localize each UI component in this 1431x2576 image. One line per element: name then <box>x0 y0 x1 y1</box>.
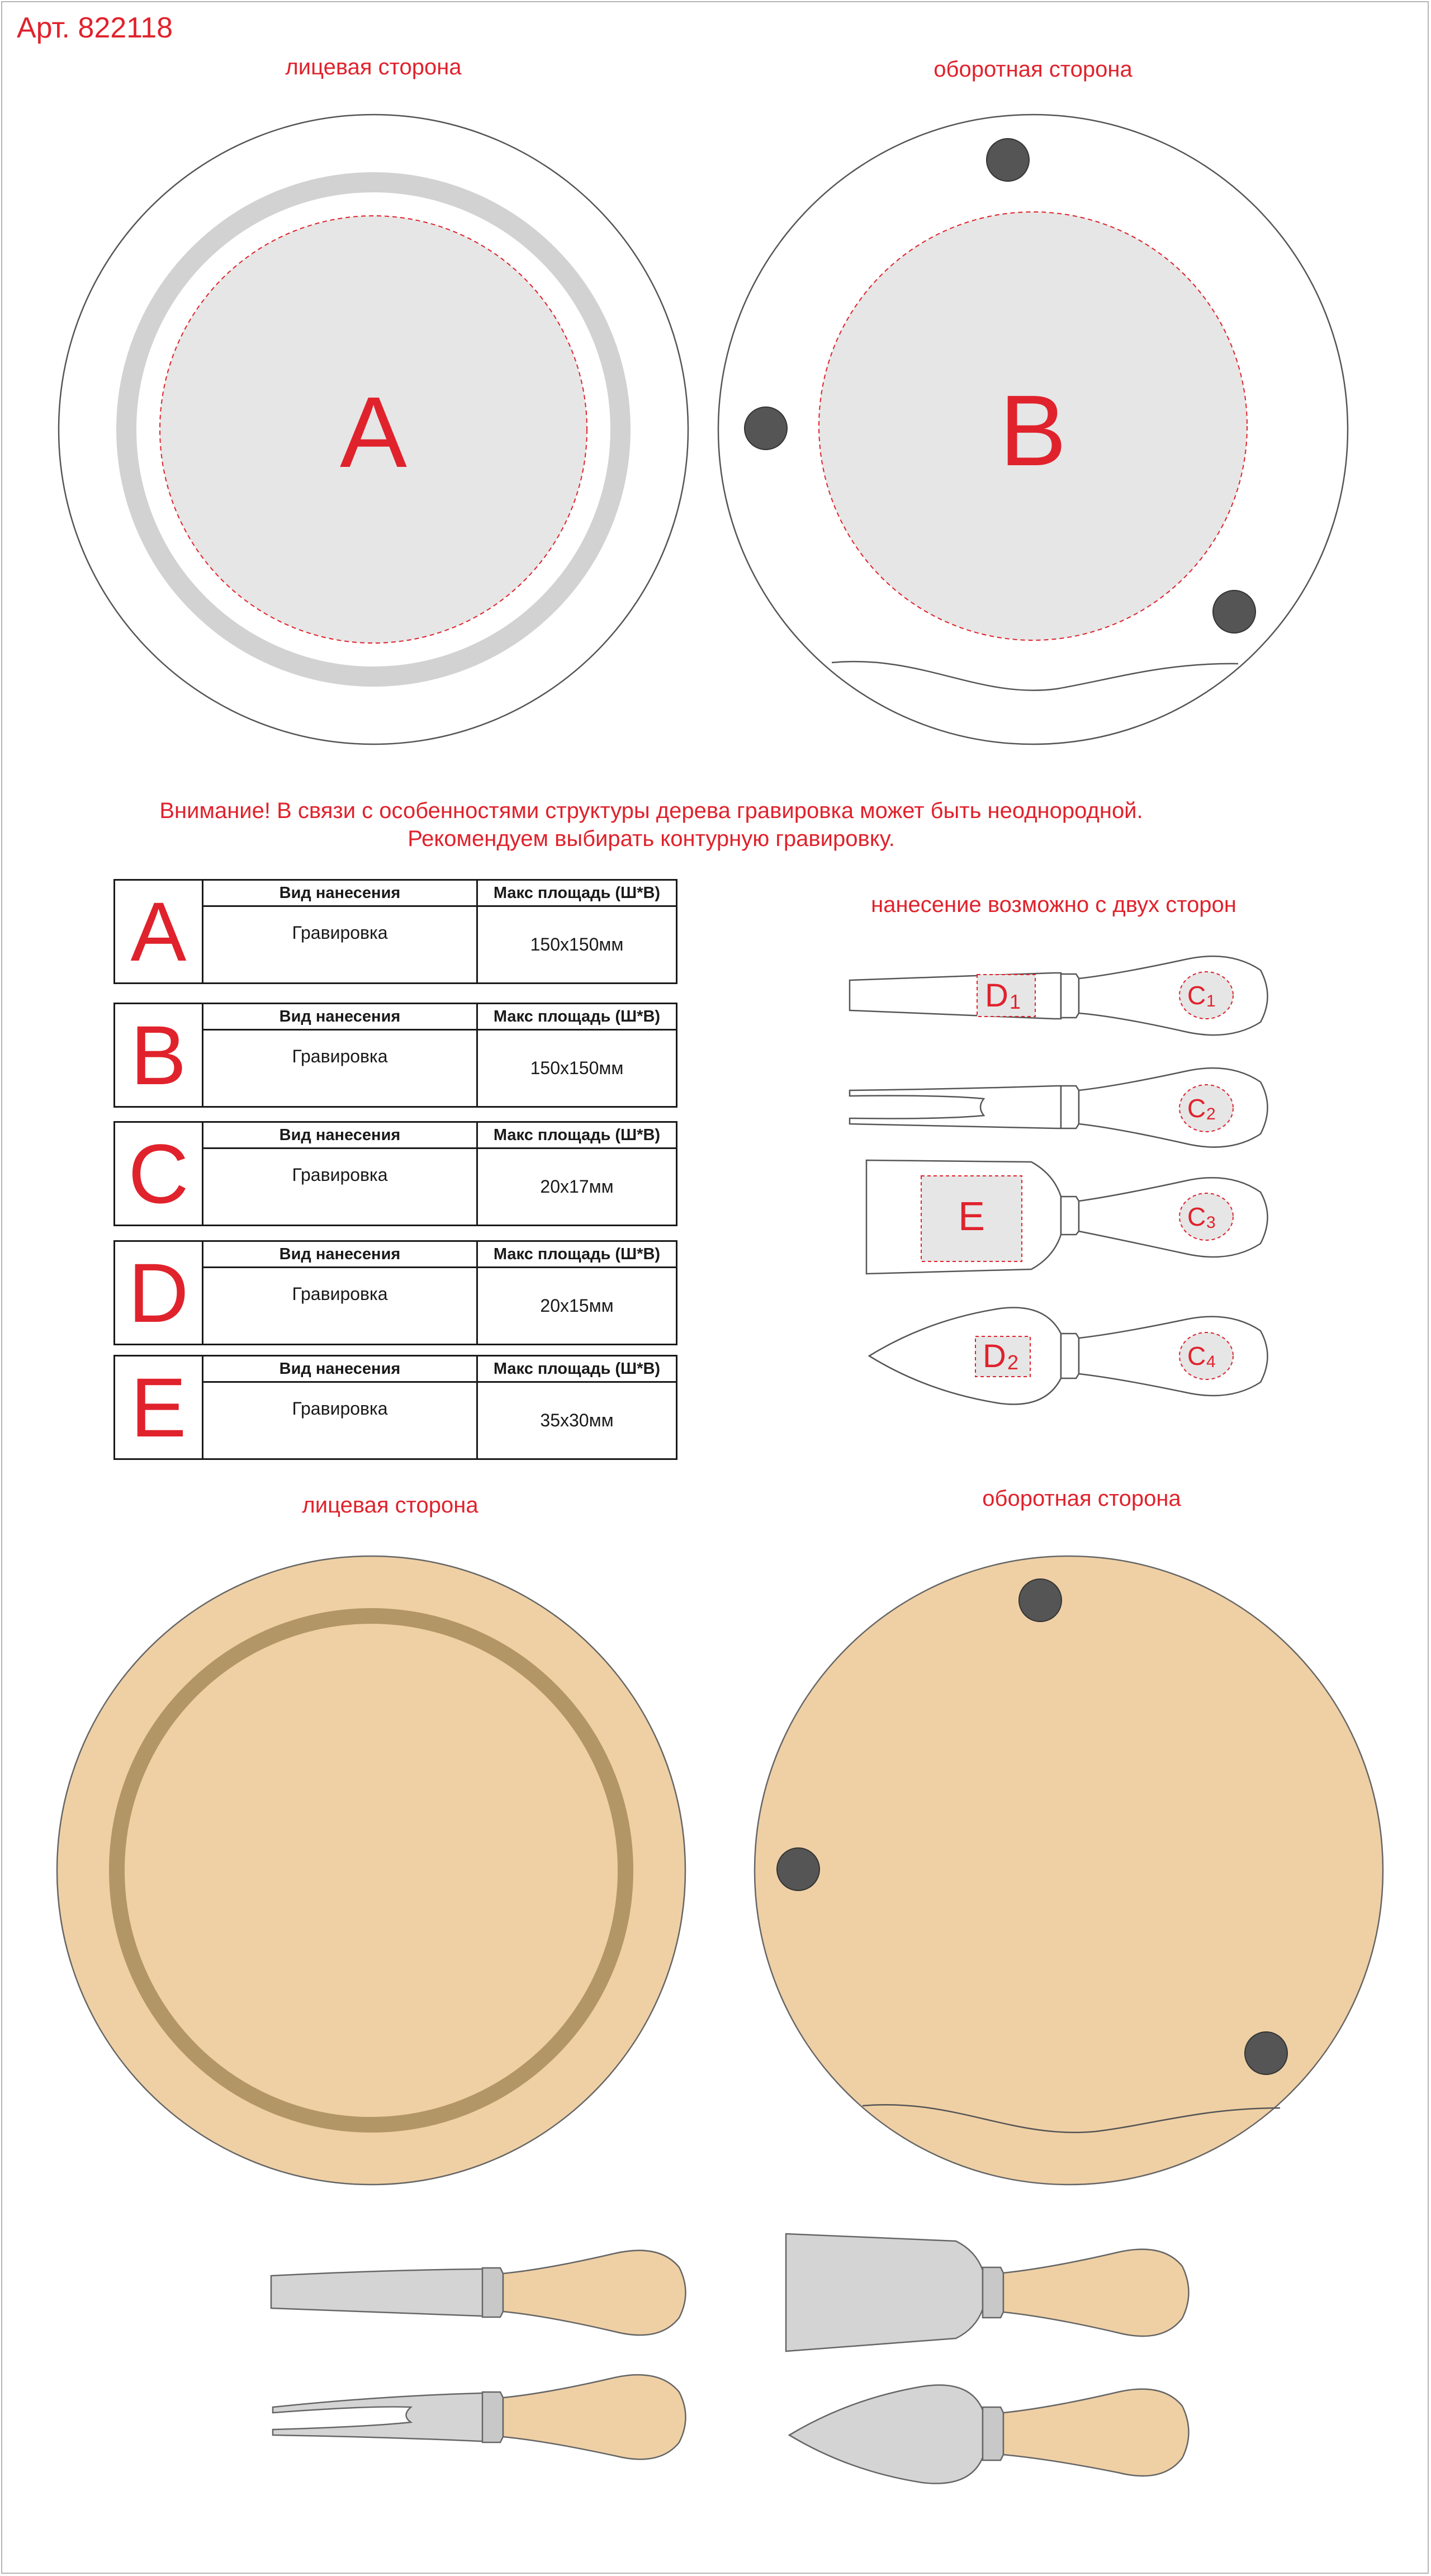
method-header: Вид нанесения <box>203 1122 477 1148</box>
area-header: Макс площадь (Ш*В) <box>477 1004 677 1030</box>
label-d1: D <box>985 977 1008 1014</box>
zone-a-label: A <box>339 376 407 489</box>
cheese-knife-1 <box>271 2251 686 2335</box>
area-header: Макс площадь (Ш*В) <box>477 1241 677 1268</box>
zone-b-label: B <box>999 375 1067 487</box>
method-value: Гравировка <box>203 1030 477 1107</box>
magnet-dot <box>1245 2032 1287 2074</box>
top-front-side-label: лицевая сторона <box>285 55 462 79</box>
method-value: Гравировка <box>203 1268 477 1345</box>
label-c1-sub: 1 <box>1206 992 1216 1010</box>
area-header: Макс площадь (Ш*В) <box>477 880 677 906</box>
area-value: 35x30мм <box>477 1382 677 1459</box>
two-sides-note: нанесение возможно с двух сторон <box>871 892 1236 917</box>
cheese-spatula <box>786 2234 1189 2351</box>
cheese-knife-2 <box>789 2385 1189 2484</box>
table-letter: A <box>115 880 203 984</box>
method-value: Гравировка <box>203 906 477 984</box>
area-header: Макс площадь (Ш*В) <box>477 1356 677 1382</box>
label-c1: C <box>1187 981 1206 1010</box>
table-letter: E <box>115 1356 203 1459</box>
table-letter: B <box>115 1004 203 1107</box>
method-header: Вид нанесения <box>203 1356 477 1382</box>
label-c3-sub: 3 <box>1206 1213 1216 1232</box>
area-value: 20x15мм <box>477 1268 677 1345</box>
magnet-dot <box>777 1848 819 1890</box>
label-c3: C <box>1187 1202 1206 1231</box>
area-value: 150x150мм <box>477 1030 677 1107</box>
area-header: Макс площадь (Ш*В) <box>477 1122 677 1148</box>
table-letter: D <box>115 1241 203 1345</box>
warning-line-1: Внимание! В связи с особенностями структуры дерева гравировка может быть неоднородной. <box>159 798 1143 823</box>
label-c2-sub: 2 <box>1206 1105 1216 1123</box>
article-number: Арт. 822118 <box>17 12 173 44</box>
method-header: Вид нанесения <box>203 1004 477 1030</box>
wooden-board-front <box>57 1556 685 2185</box>
label-d1-sub: 1 <box>1010 990 1021 1013</box>
method-header: Вид нанесения <box>203 880 477 906</box>
label-e: E <box>958 1194 985 1239</box>
label-c4: C <box>1187 1341 1206 1370</box>
warning-line-2: Рекомендуем выбирать контурную гравировку. <box>407 826 895 851</box>
area-value: 150x150мм <box>477 906 677 984</box>
bottom-back-side-label: оборотная сторона <box>982 1486 1181 1511</box>
label-d2-sub: 2 <box>1007 1351 1019 1374</box>
wooden-board-back <box>755 1556 1383 2185</box>
method-value: Гравировка <box>203 1382 477 1459</box>
cheese-fork <box>273 2375 686 2459</box>
table-letter: C <box>115 1122 203 1226</box>
area-value: 20x17мм <box>477 1148 677 1226</box>
magnet-dot <box>1019 1579 1062 1622</box>
label-c4-sub: 4 <box>1206 1353 1216 1371</box>
bottom-front-side-label: лицевая сторона <box>302 1493 478 1518</box>
label-d2: D <box>983 1338 1006 1374</box>
method-value: Гравировка <box>203 1148 477 1226</box>
method-header: Вид нанесения <box>203 1241 477 1268</box>
label-c2: C <box>1187 1094 1206 1123</box>
top-back-side-label: оборотная сторона <box>934 57 1133 82</box>
